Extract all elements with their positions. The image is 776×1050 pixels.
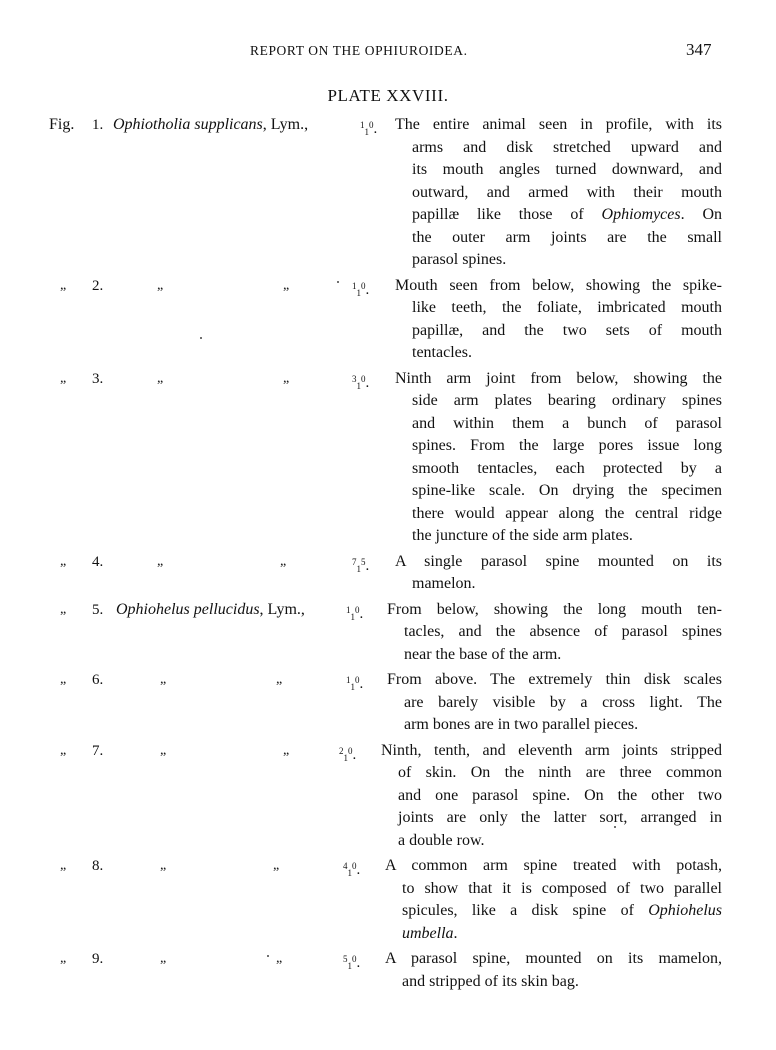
description-line: and within them a bunch of parasol xyxy=(412,414,722,432)
figure-number: 2. xyxy=(92,277,104,294)
magnification: $^2_1^0$. xyxy=(339,745,357,763)
description-line: mamelon. xyxy=(412,575,476,592)
description-line: there would appear along the central ridge xyxy=(412,504,722,522)
description-line: of skin. On the ninth are three common xyxy=(398,764,722,781)
ditto-mark: „ xyxy=(273,858,280,873)
magnification: $^1_1^0$. xyxy=(346,604,364,622)
figure-entry-2 xyxy=(0,275,776,365)
magnification: $^1_1^0$. xyxy=(360,120,378,137)
figure-entry-4 xyxy=(0,551,776,596)
magnification: $^3_1^0$. xyxy=(352,373,370,391)
magnification: $^1_1^0$. xyxy=(346,675,364,692)
description-line: umbella. xyxy=(402,924,458,942)
ditto-mark: „ xyxy=(160,742,167,758)
description-line: spines. From the large pores issue long xyxy=(412,437,722,454)
plate-title: PLATE XXVIII. xyxy=(327,86,449,105)
figure-entry-7 xyxy=(0,740,776,853)
magnification: $^5_1^0$. xyxy=(343,954,361,971)
figure-description xyxy=(385,855,722,945)
description-line: Ninth, tenth, and eleventh arm joints stripped xyxy=(381,741,722,759)
description-line: the juncture of the side arm plates. xyxy=(412,527,633,544)
description-line: near the base of the arm. xyxy=(404,645,562,663)
description-line: tacles, and the absence of parasol spines xyxy=(404,623,722,640)
description-line: side arm plates bearing ordinary spines xyxy=(412,392,722,409)
ditto-mark: „ xyxy=(157,277,164,293)
description-line: papillæ like those of Ophiomyces. On xyxy=(412,206,722,223)
print-speck xyxy=(267,955,269,957)
description-line: A common arm spine treated with potash, xyxy=(385,857,722,874)
description-line: arm bones are in two parallel pieces. xyxy=(404,716,639,733)
ditto-mark: „ xyxy=(60,742,67,758)
figure-number: 3. xyxy=(92,370,104,387)
description-line: A parasol spine, mounted on its mamelon, xyxy=(385,950,722,967)
ditto-mark: „ xyxy=(157,370,164,386)
description-line: tentacles. xyxy=(412,344,472,361)
magnification: $^7_1^5$. xyxy=(352,556,370,574)
ditto-mark: „ xyxy=(276,672,283,687)
magnification: $^4_1^0$. xyxy=(343,861,361,878)
running-title: REPORT ON THE OPHIUROIDEA. xyxy=(250,43,468,58)
figure-list xyxy=(0,114,776,994)
ditto-mark: „ xyxy=(283,277,290,293)
description-line: spicules, like a disk spine of Ophiohelus xyxy=(402,902,722,919)
description-line: the outer arm joints are the small xyxy=(412,228,722,246)
ditto-mark: „ xyxy=(160,672,167,687)
figure-entry-3 xyxy=(0,368,776,548)
ditto-mark: „ xyxy=(60,672,67,687)
species-name: Ophiotholia supplicans, Lym., xyxy=(113,116,309,133)
ditto-mark: „ xyxy=(160,858,167,873)
description-line: parasol spines. xyxy=(412,251,507,268)
ditto-mark: „ xyxy=(60,858,67,873)
description-line: From below, showing the long mouth ten- xyxy=(387,600,722,618)
description-line: A single parasol spine mounted on its xyxy=(395,552,722,570)
description-line: The entire animal seen in profile, with its xyxy=(395,116,722,133)
figure-description xyxy=(395,114,722,272)
figure-number: 6. xyxy=(92,672,104,688)
description-line: spine-like scale. On drying the specimen xyxy=(412,482,722,499)
print-speck xyxy=(337,281,339,283)
description-line: Ninth arm joint from below, showing the xyxy=(395,369,722,387)
ditto-mark: „ xyxy=(60,277,67,293)
description-line: Mouth seen from below, showing the spike- xyxy=(395,276,722,294)
ditto-mark: „ xyxy=(157,553,164,569)
ditto-mark: „ xyxy=(60,951,67,966)
figure-entry-8 xyxy=(0,855,776,945)
print-speck xyxy=(614,826,616,828)
ditto-mark: „ xyxy=(280,553,287,569)
figure-number: 1. xyxy=(92,117,104,133)
description-line: and one parasol spine. On the other two xyxy=(398,786,722,804)
description-line: joints are only the latter sort, arranged in xyxy=(398,809,722,826)
figure-description xyxy=(387,669,722,737)
page-header xyxy=(0,40,776,66)
ditto-mark: „ xyxy=(276,951,283,966)
figure-entry-6 xyxy=(0,669,776,737)
description-line: to show that it is composed of two parallel xyxy=(402,879,722,897)
figure-description xyxy=(395,275,722,365)
figure-entry-5 xyxy=(0,599,776,667)
figure-entry-1 xyxy=(0,114,776,272)
description-line: are barely visible by a cross light. The xyxy=(404,693,722,711)
figure-description xyxy=(395,551,722,596)
fig-prefix: Fig. xyxy=(49,116,75,133)
print-speck xyxy=(200,337,202,339)
description-line: like teeth, the foliate, imbricated mouth xyxy=(412,299,722,316)
description-line: papillæ, and the two sets of mouth xyxy=(412,321,722,339)
ditto-mark: „ xyxy=(60,370,67,386)
description-line: outward, and armed with their mouth xyxy=(412,183,722,201)
ditto-mark: „ xyxy=(160,951,167,966)
ditto-mark: „ xyxy=(60,601,67,617)
ditto-mark: „ xyxy=(60,553,67,569)
species-name: Ophiohelus pellucidus, Lym., xyxy=(116,600,305,618)
figure-number: 9. xyxy=(92,951,104,967)
figure-number: 7. xyxy=(92,742,104,759)
figure-description xyxy=(381,740,722,853)
figure-number: 4. xyxy=(92,553,104,570)
ditto-mark: „ xyxy=(283,742,290,758)
figure-description xyxy=(395,368,722,548)
description-line: arms and disk stretched upward and xyxy=(412,138,722,156)
description-line: From above. The extremely thin disk scales xyxy=(387,671,722,688)
figure-description xyxy=(385,948,722,993)
ditto-mark: „ xyxy=(283,370,290,386)
figure-number: 8. xyxy=(92,858,104,874)
description-line: a double row. xyxy=(398,831,485,849)
page-number: 347 xyxy=(686,40,712,59)
magnification: $^1_1^0$. xyxy=(352,280,370,298)
description-line: smooth tentacles, each protected by a xyxy=(412,459,722,477)
figure-number: 5. xyxy=(92,601,104,618)
figure-entry-9 xyxy=(0,948,776,993)
description-line: its mouth angles turned downward, and xyxy=(412,161,722,178)
description-line: and stripped of its skin bag. xyxy=(402,972,579,990)
figure-description xyxy=(387,599,722,667)
